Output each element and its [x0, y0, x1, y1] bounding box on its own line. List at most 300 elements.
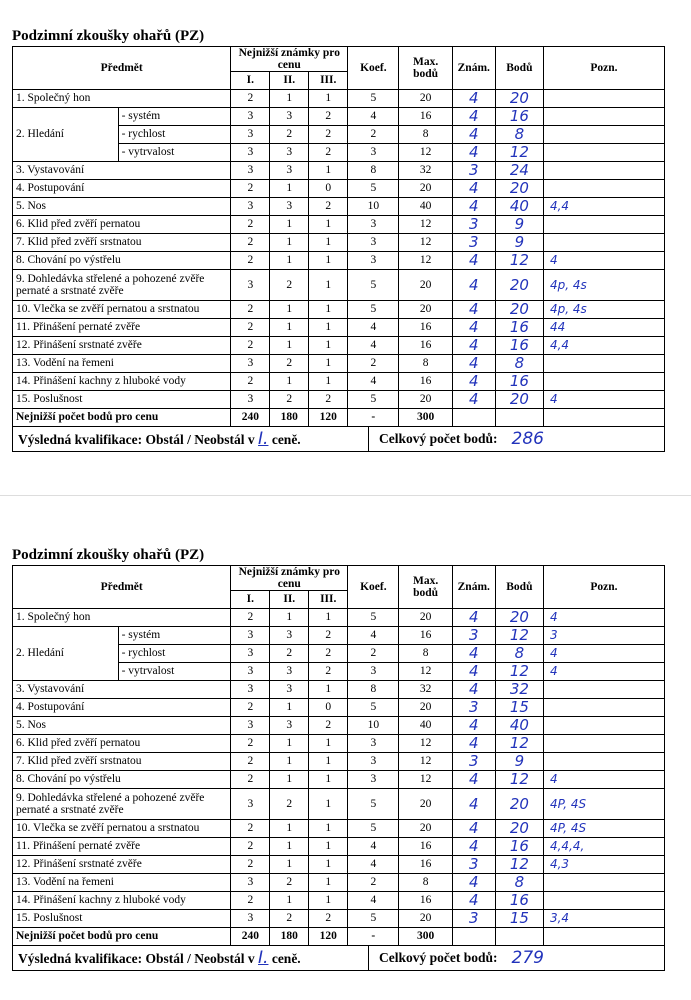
- handwritten-grade: 3: [452, 856, 495, 874]
- cell-i: 2: [231, 609, 270, 627]
- subject-name: 14. Přinášení kachny z hluboké vody: [13, 892, 231, 910]
- handwritten-grade: 4: [452, 108, 495, 126]
- handwritten-points: 12: [495, 735, 543, 753]
- cell-i: 3: [231, 910, 270, 928]
- subject-name: 12. Přinášení srstnaté zvěře: [13, 337, 231, 355]
- header-note: Pozn.: [543, 47, 664, 90]
- handwritten-grade: 4: [452, 874, 495, 892]
- cell-ii: 1: [270, 301, 309, 319]
- subject-name: 14. Přinášení kachny z hluboké vody: [13, 373, 231, 391]
- cell-max: 20: [399, 270, 452, 301]
- cell-max: 12: [399, 771, 452, 789]
- subject-name: 5. Nos: [13, 198, 231, 216]
- cell-max: 12: [399, 216, 452, 234]
- prize-suffix: ceně.: [271, 432, 301, 447]
- cell-max: 16: [399, 319, 452, 337]
- total-label: Nejnižší počet bodů pro cenu: [13, 928, 231, 946]
- handwritten-points: 9: [495, 216, 543, 234]
- cell-iii: 2: [309, 198, 348, 216]
- handwritten-note: [543, 355, 664, 373]
- handwritten-grade: 4: [452, 391, 495, 409]
- handwritten-points: 12: [495, 144, 543, 162]
- cell-iii: 1: [309, 609, 348, 627]
- handwritten-note: [543, 144, 664, 162]
- table-row: [13, 319, 665, 337]
- cell-iii: 2: [309, 126, 348, 144]
- cell-i: 3: [231, 355, 270, 373]
- header-note: Pozn.: [543, 566, 664, 609]
- handwritten-grade: 3: [452, 216, 495, 234]
- handwritten-points: 20: [495, 90, 543, 108]
- cell-koef: 2: [348, 126, 399, 144]
- subject-subitem: - vytrvalost: [118, 144, 231, 162]
- table-row: [13, 681, 665, 699]
- handwritten-points: 20: [495, 301, 543, 319]
- header-coef: Koef.: [348, 47, 399, 90]
- table-row: [13, 355, 665, 373]
- cell-max: 32: [399, 681, 452, 699]
- cell-max: 20: [399, 301, 452, 319]
- cell-iii: 1: [309, 216, 348, 234]
- cell-iii: 1: [309, 90, 348, 108]
- cell-max: 8: [399, 126, 452, 144]
- cell-ii: 2: [270, 910, 309, 928]
- header-coef: Koef.: [348, 566, 399, 609]
- summary-row: [12, 946, 665, 971]
- cell-ii: 1: [270, 820, 309, 838]
- handwritten-points: 8: [495, 126, 543, 144]
- cell-koef: 5: [348, 90, 399, 108]
- table-row: [13, 771, 665, 789]
- handwritten-points: 40: [495, 717, 543, 735]
- handwritten-points: 16: [495, 373, 543, 391]
- handwritten-grade: 4: [452, 301, 495, 319]
- handwritten-points: 20: [495, 270, 543, 301]
- handwritten-note: 4: [543, 771, 664, 789]
- cell-iii: 0: [309, 180, 348, 198]
- handwritten-prize: I.: [258, 948, 269, 968]
- subject-name: 8. Chování po výstřelu: [13, 252, 231, 270]
- cell-max: 16: [399, 373, 452, 391]
- cell-ii: 1: [270, 699, 309, 717]
- cell-koef: 8: [348, 681, 399, 699]
- cell-koef: 5: [348, 820, 399, 838]
- qualification-status: Obstál / Neobstál v: [145, 951, 255, 966]
- handwritten-points: 16: [495, 838, 543, 856]
- handwritten-note: [543, 735, 664, 753]
- qualification-label: Výsledná kvalifikace:: [18, 951, 143, 966]
- cell-koef: 4: [348, 627, 399, 645]
- table-row: [13, 892, 665, 910]
- table-row: [13, 717, 665, 735]
- table-row: [13, 609, 665, 627]
- cell-max: 20: [399, 391, 452, 409]
- cell-max: 20: [399, 820, 452, 838]
- handwritten-grade: 4: [452, 198, 495, 216]
- cell-i: 3: [231, 162, 270, 180]
- total-empty-note: [543, 409, 664, 427]
- header-lowest-grades: Nejnižší známky pro cenu: [231, 566, 348, 591]
- handwritten-grade: 4: [452, 90, 495, 108]
- cell-koef: 2: [348, 355, 399, 373]
- header-prize-1: I.: [231, 591, 270, 609]
- cell-ii: 1: [270, 180, 309, 198]
- handwritten-points: 16: [495, 892, 543, 910]
- cell-max: 20: [399, 90, 452, 108]
- subject-subitem: - systém: [118, 627, 231, 645]
- total-empty-note: [543, 928, 664, 946]
- cell-ii: 3: [270, 162, 309, 180]
- cell-iii: 1: [309, 162, 348, 180]
- cell-iii: 1: [309, 856, 348, 874]
- total-empty-points: [495, 928, 543, 946]
- table-row: [13, 180, 665, 198]
- handwritten-note: 4: [543, 391, 664, 409]
- score-table: [12, 46, 665, 427]
- cell-koef: 2: [348, 874, 399, 892]
- handwritten-grade: 4: [452, 270, 495, 301]
- handwritten-note: 4: [543, 645, 664, 663]
- cell-iii: 1: [309, 234, 348, 252]
- total-points-label: Celkový počet bodů:: [379, 431, 498, 446]
- handwritten-grade: 4: [452, 337, 495, 355]
- cell-koef: 4: [348, 337, 399, 355]
- cell-i: 2: [231, 216, 270, 234]
- cell-max: 16: [399, 627, 452, 645]
- cell-ii: 1: [270, 856, 309, 874]
- handwritten-note: [543, 892, 664, 910]
- cell-iii: 1: [309, 874, 348, 892]
- handwritten-note: 44: [543, 319, 664, 337]
- summary-row: [12, 427, 665, 452]
- cell-koef: 3: [348, 144, 399, 162]
- qualification: [13, 948, 368, 968]
- handwritten-points: 12: [495, 856, 543, 874]
- subject-name: 13. Vodění na řemeni: [13, 355, 231, 373]
- cell-koef: 5: [348, 609, 399, 627]
- header-prize-1: I.: [231, 72, 270, 90]
- cell-max: 12: [399, 234, 452, 252]
- table-row: [13, 856, 665, 874]
- cell-i: 2: [231, 771, 270, 789]
- total-max: 300: [399, 928, 452, 946]
- subject-name: 4. Postupování: [13, 180, 231, 198]
- cell-koef: 4: [348, 892, 399, 910]
- handwritten-grade: 3: [452, 162, 495, 180]
- header-grade: Znám.: [452, 47, 495, 90]
- cell-max: 12: [399, 735, 452, 753]
- cell-ii: 3: [270, 681, 309, 699]
- cell-i: 2: [231, 699, 270, 717]
- handwritten-note: 4: [543, 609, 664, 627]
- table-row: [13, 301, 665, 319]
- handwritten-points: 9: [495, 234, 543, 252]
- total-iii: 120: [309, 928, 348, 946]
- handwritten-note: 4p, 4s: [543, 301, 664, 319]
- cell-koef: 4: [348, 373, 399, 391]
- cell-i: 2: [231, 838, 270, 856]
- table-row: [13, 735, 665, 753]
- total-empty-grade: [452, 409, 495, 427]
- cell-max: 12: [399, 753, 452, 771]
- cell-koef: 3: [348, 735, 399, 753]
- subject-name: 6. Klid před zvěří pernatou: [13, 216, 231, 234]
- qualification-status: Obstál / Neobstál v: [145, 432, 255, 447]
- handwritten-points: 8: [495, 645, 543, 663]
- handwritten-grade: 4: [452, 609, 495, 627]
- cell-i: 2: [231, 856, 270, 874]
- table-row: [13, 337, 665, 355]
- total-iii: 120: [309, 409, 348, 427]
- table-row: [13, 699, 665, 717]
- subject-name: 11. Přinášení pernaté zvěře: [13, 319, 231, 337]
- handwritten-grade: 4: [452, 838, 495, 856]
- cell-max: 8: [399, 645, 452, 663]
- cell-iii: 1: [309, 753, 348, 771]
- total-koef: -: [348, 928, 399, 946]
- qualification-label: Výsledná kvalifikace:: [18, 432, 143, 447]
- handwritten-note: 3: [543, 627, 664, 645]
- cell-i: 2: [231, 337, 270, 355]
- total-label: Nejnižší počet bodů pro cenu: [13, 409, 231, 427]
- handwritten-total-points: 279: [511, 948, 544, 968]
- handwritten-note: [543, 681, 664, 699]
- handwritten-note: [543, 108, 664, 126]
- header-prize-3: III.: [309, 591, 348, 609]
- cell-iii: 1: [309, 301, 348, 319]
- cell-i: 3: [231, 198, 270, 216]
- cell-ii: 2: [270, 874, 309, 892]
- handwritten-note: 3,4: [543, 910, 664, 928]
- total-empty-points: [495, 409, 543, 427]
- cell-iii: 2: [309, 645, 348, 663]
- cell-koef: 10: [348, 198, 399, 216]
- handwritten-total-points: 286: [511, 429, 544, 449]
- cell-koef: 5: [348, 391, 399, 409]
- cell-ii: 3: [270, 627, 309, 645]
- cell-ii: 1: [270, 735, 309, 753]
- handwritten-points: 20: [495, 180, 543, 198]
- handwritten-grade: 4: [452, 252, 495, 270]
- handwritten-points: 15: [495, 699, 543, 717]
- cell-i: 3: [231, 874, 270, 892]
- cell-i: 3: [231, 717, 270, 735]
- header-max: Max. bodů: [399, 566, 452, 609]
- cell-koef: 5: [348, 789, 399, 820]
- handwritten-points: 12: [495, 252, 543, 270]
- handwritten-points: 24: [495, 162, 543, 180]
- cell-i: 3: [231, 789, 270, 820]
- handwritten-note: [543, 180, 664, 198]
- handwritten-points: 15: [495, 910, 543, 928]
- total-i: 240: [231, 409, 270, 427]
- cell-i: 2: [231, 90, 270, 108]
- subject-name: 7. Klid před zvěří srstnatou: [13, 234, 231, 252]
- score-sheet-2: [12, 545, 674, 971]
- form-title: Podzimní zkoušky ohařů (PZ): [12, 547, 205, 563]
- table-row: [13, 838, 665, 856]
- form-title: Podzimní zkoušky ohařů (PZ): [12, 28, 205, 44]
- cell-koef: 4: [348, 838, 399, 856]
- cell-iii: 1: [309, 270, 348, 301]
- handwritten-grade: 4: [452, 319, 495, 337]
- cell-iii: 1: [309, 838, 348, 856]
- table-row: [13, 753, 665, 771]
- handwritten-grade: 4: [452, 663, 495, 681]
- handwritten-grade: 4: [452, 126, 495, 144]
- table-row: [13, 162, 665, 180]
- cell-iii: 2: [309, 717, 348, 735]
- cell-i: 2: [231, 252, 270, 270]
- handwritten-points: 20: [495, 609, 543, 627]
- cell-i: 3: [231, 663, 270, 681]
- handwritten-grade: 3: [452, 753, 495, 771]
- total-points: [368, 427, 664, 451]
- cell-max: 16: [399, 856, 452, 874]
- handwritten-grade: 3: [452, 910, 495, 928]
- cell-i: 3: [231, 108, 270, 126]
- cell-ii: 2: [270, 391, 309, 409]
- cell-iii: 2: [309, 391, 348, 409]
- handwritten-note: [543, 126, 664, 144]
- subject-name: 3. Vystavování: [13, 681, 231, 699]
- subject-name: 1. Společný hon: [13, 609, 231, 627]
- cell-iii: 1: [309, 319, 348, 337]
- cell-koef: 5: [348, 270, 399, 301]
- handwritten-grade: 4: [452, 180, 495, 198]
- handwritten-points: 12: [495, 627, 543, 645]
- handwritten-prize: I.: [258, 429, 269, 449]
- handwritten-note: 4,3: [543, 856, 664, 874]
- cell-koef: 3: [348, 753, 399, 771]
- subject-subitem: - rychlost: [118, 645, 231, 663]
- cell-i: 2: [231, 892, 270, 910]
- cell-iii: 1: [309, 355, 348, 373]
- subject-subitem: - rychlost: [118, 126, 231, 144]
- handwritten-grade: 4: [452, 892, 495, 910]
- handwritten-grade: 4: [452, 735, 495, 753]
- cell-max: 32: [399, 162, 452, 180]
- cell-koef: 3: [348, 252, 399, 270]
- header-subject: Předmět: [13, 566, 231, 609]
- subject-name: 15. Poslušnost: [13, 910, 231, 928]
- handwritten-points: 20: [495, 820, 543, 838]
- cell-ii: 1: [270, 771, 309, 789]
- cell-i: 2: [231, 234, 270, 252]
- cell-ii: 3: [270, 717, 309, 735]
- cell-i: 2: [231, 753, 270, 771]
- cell-i: 2: [231, 373, 270, 391]
- handwritten-points: 16: [495, 108, 543, 126]
- subject-name: 13. Vodění na řemeni: [13, 874, 231, 892]
- subject-name: 4. Postupování: [13, 699, 231, 717]
- cell-koef: 2: [348, 645, 399, 663]
- cell-iii: 0: [309, 699, 348, 717]
- header-lowest-grades: Nejnižší známky pro cenu: [231, 47, 348, 72]
- handwritten-note: 4p, 4s: [543, 270, 664, 301]
- handwritten-grade: 4: [452, 355, 495, 373]
- table-row: [13, 874, 665, 892]
- cell-i: 2: [231, 319, 270, 337]
- total-ii: 180: [270, 409, 309, 427]
- subject-name: 7. Klid před zvěří srstnatou: [13, 753, 231, 771]
- cell-koef: 10: [348, 717, 399, 735]
- cell-koef: 4: [348, 108, 399, 126]
- handwritten-grade: 4: [452, 144, 495, 162]
- handwritten-grade: 4: [452, 681, 495, 699]
- cell-ii: 3: [270, 198, 309, 216]
- cell-max: 40: [399, 198, 452, 216]
- total-points: [368, 946, 664, 970]
- cell-iii: 1: [309, 771, 348, 789]
- cell-max: 20: [399, 699, 452, 717]
- subject-name: 3. Vystavování: [13, 162, 231, 180]
- cell-iii: 1: [309, 789, 348, 820]
- handwritten-note: [543, 717, 664, 735]
- prize-suffix: ceně.: [271, 951, 301, 966]
- cell-iii: 1: [309, 735, 348, 753]
- cell-koef: 5: [348, 910, 399, 928]
- handwritten-note: 4P, 4S: [543, 820, 664, 838]
- cell-ii: 3: [270, 663, 309, 681]
- cell-ii: 3: [270, 144, 309, 162]
- cell-ii: 1: [270, 337, 309, 355]
- cell-iii: 2: [309, 663, 348, 681]
- table-row: [13, 108, 665, 126]
- cell-ii: 1: [270, 90, 309, 108]
- handwritten-points: 16: [495, 319, 543, 337]
- score-table: [12, 565, 665, 946]
- cell-ii: 1: [270, 319, 309, 337]
- table-row: [13, 198, 665, 216]
- table-row: [13, 252, 665, 270]
- cell-ii: 3: [270, 108, 309, 126]
- cell-i: 3: [231, 681, 270, 699]
- handwritten-points: 20: [495, 391, 543, 409]
- cell-ii: 1: [270, 373, 309, 391]
- handwritten-note: [543, 874, 664, 892]
- cell-koef: 5: [348, 699, 399, 717]
- total-points-label: Celkový počet bodů:: [379, 950, 498, 965]
- cell-ii: 2: [270, 355, 309, 373]
- cell-ii: 2: [270, 645, 309, 663]
- handwritten-points: 40: [495, 198, 543, 216]
- handwritten-note: [543, 234, 664, 252]
- handwritten-note: 4P, 4S: [543, 789, 664, 820]
- cell-i: 2: [231, 820, 270, 838]
- subject-name: 1. Společný hon: [13, 90, 231, 108]
- handwritten-grade: 4: [452, 789, 495, 820]
- cell-i: 3: [231, 627, 270, 645]
- table-row: [13, 820, 665, 838]
- handwritten-note: 4,4,4,: [543, 838, 664, 856]
- cell-max: 12: [399, 663, 452, 681]
- handwritten-points: 8: [495, 874, 543, 892]
- cell-ii: 1: [270, 216, 309, 234]
- cell-i: 2: [231, 301, 270, 319]
- handwritten-points: 32: [495, 681, 543, 699]
- table-row: [13, 234, 665, 252]
- table-row: [13, 627, 665, 645]
- cell-ii: 1: [270, 892, 309, 910]
- subject-name: 2. Hledání: [13, 108, 119, 162]
- cell-iii: 2: [309, 144, 348, 162]
- cell-koef: 3: [348, 234, 399, 252]
- cell-ii: 1: [270, 753, 309, 771]
- cell-max: 8: [399, 874, 452, 892]
- subject-name: 8. Chování po výstřelu: [13, 771, 231, 789]
- cell-max: 12: [399, 144, 452, 162]
